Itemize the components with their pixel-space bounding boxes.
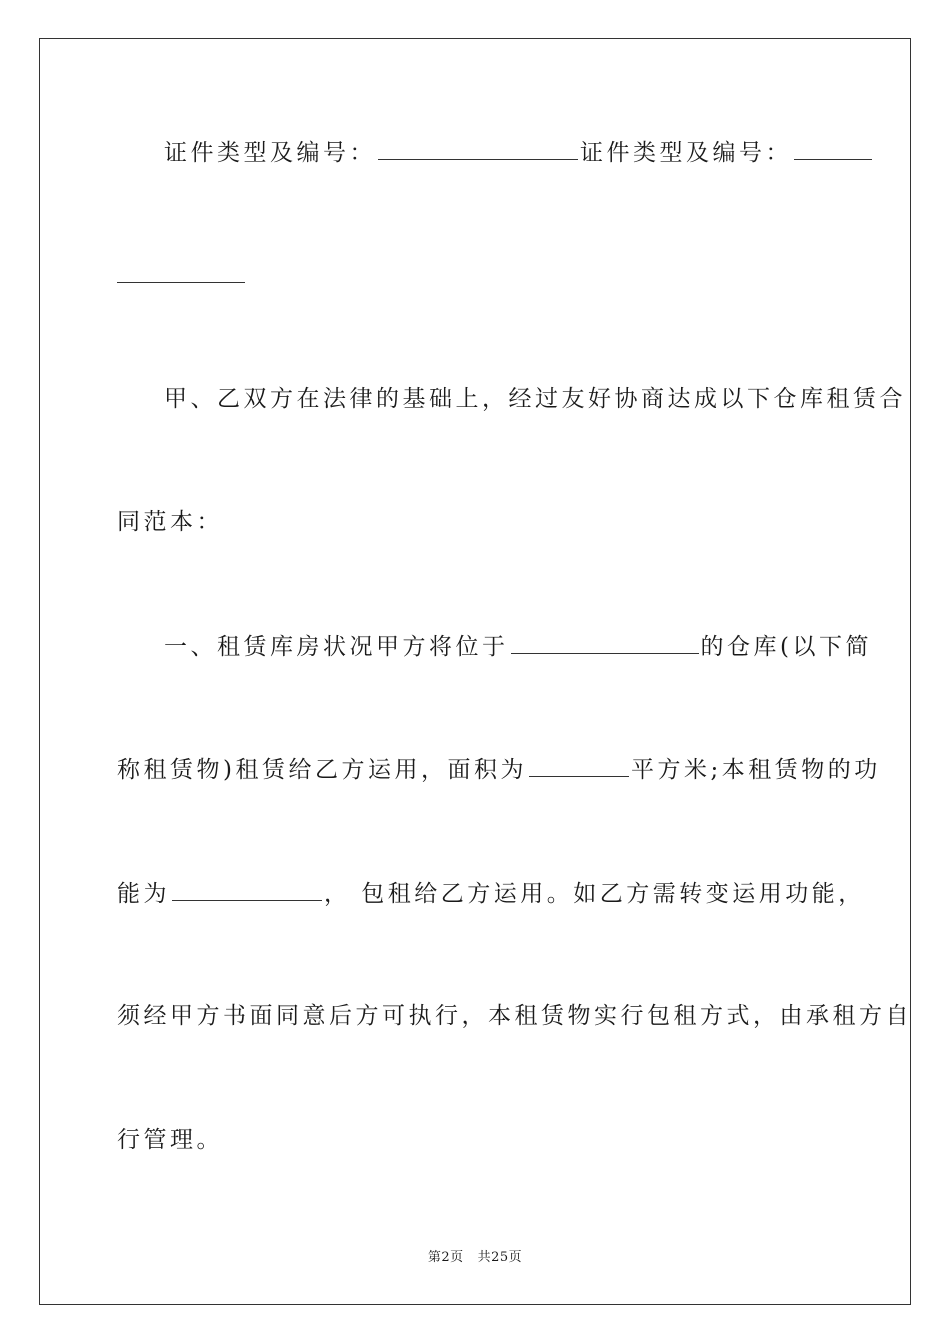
doc-text: 证件类型及编号： (164, 140, 376, 166)
doc-text: 同范本： (117, 509, 223, 535)
doc-line-6 (117, 754, 881, 785)
doc-text: 一、租赁库房状况甲方将位于 (164, 634, 509, 660)
doc-text: 的仓库(以下简 (700, 634, 872, 660)
doc-text: 行管理。 (117, 1127, 223, 1153)
doc-text: 平方米;本租赁物的功 (630, 757, 881, 783)
fill-blank[interactable] (511, 631, 699, 654)
doc-text: 称租赁物)租赁给乙方运用，面积为 (117, 757, 527, 783)
doc-text: 须经甲方书面同意后方可执行，本租赁物实行包租方式，由承租方自 (117, 1003, 912, 1029)
doc-line-3 (164, 384, 906, 414)
doc-text: 甲、乙双方在法律的基础上，经过友好协商达成以下仓库租赁合 (164, 386, 906, 412)
doc-line-4 (117, 507, 833, 537)
fill-blank[interactable] (378, 137, 578, 160)
doc-text: ， 包租给乙方运用。如乙方需转变运用功能， (324, 881, 865, 907)
doc-line-5 (164, 631, 880, 662)
page-border (39, 38, 911, 1305)
page-total: 共25页 (477, 1250, 523, 1265)
doc-text: 证件类型及编号： (580, 140, 792, 166)
page-number: 第2页 (427, 1250, 464, 1265)
fill-blank[interactable] (117, 260, 245, 283)
doc-line-9 (117, 1125, 833, 1155)
doc-text: 能为 (117, 881, 170, 907)
doc-line-1 (164, 137, 880, 168)
fill-blank[interactable] (172, 878, 322, 901)
fill-blank[interactable] (794, 137, 872, 160)
page-footer (0, 1246, 950, 1265)
fill-blank[interactable] (529, 754, 629, 777)
doc-line-8 (117, 1001, 912, 1031)
doc-line-2 (117, 260, 833, 291)
doc-line-7 (117, 878, 865, 909)
